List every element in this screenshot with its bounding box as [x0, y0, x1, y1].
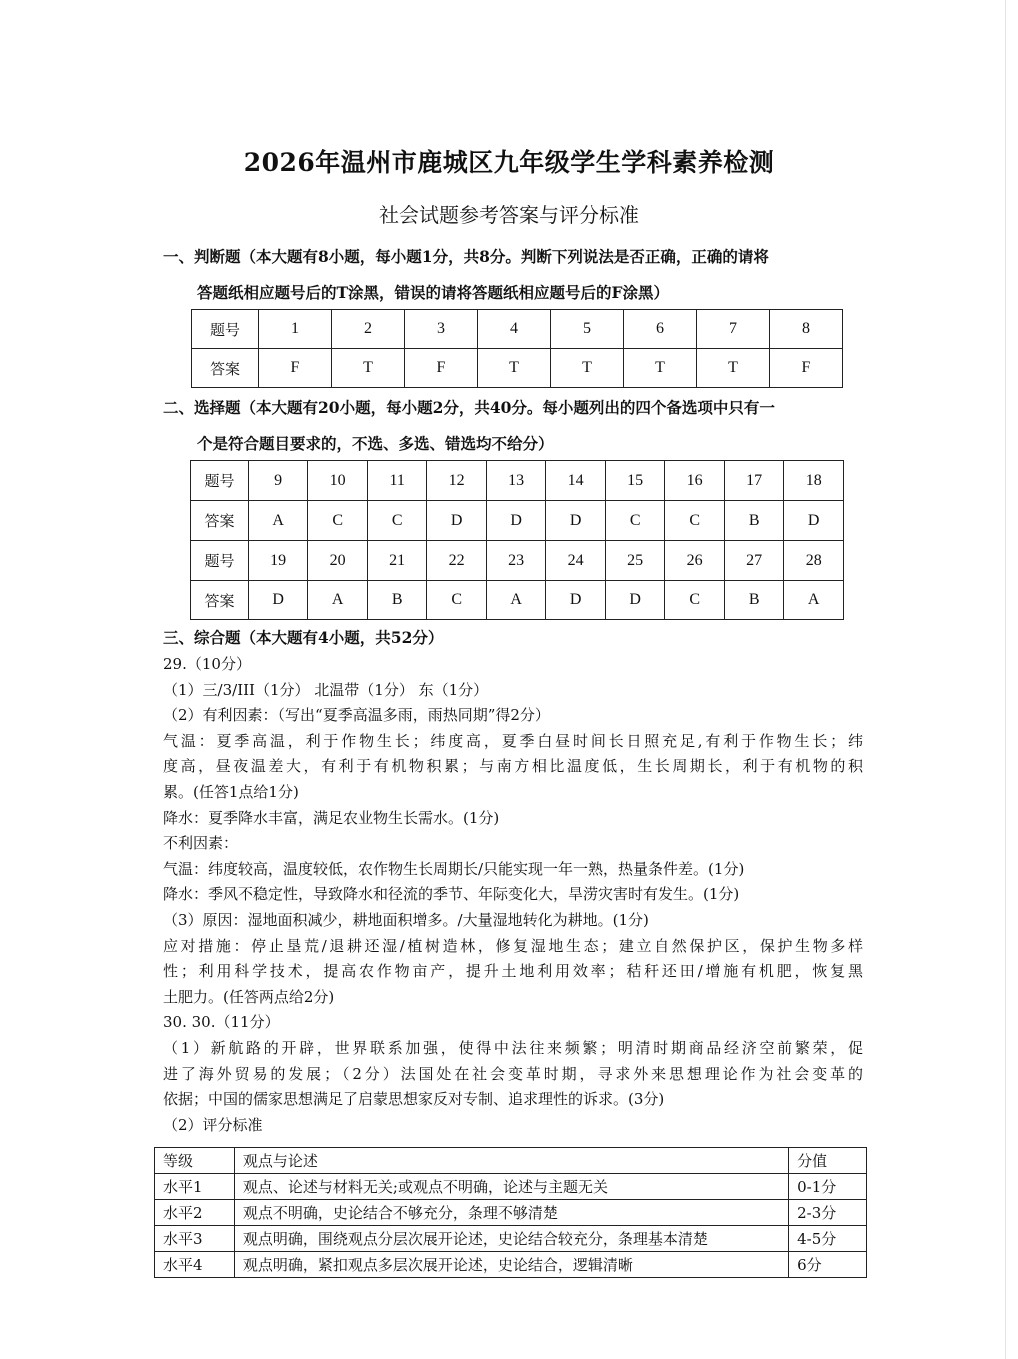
table-header-cell: 观点与论述	[234, 1148, 788, 1174]
table-cell: 水平3	[155, 1226, 235, 1252]
table-cell: 6分	[789, 1252, 867, 1278]
text-line: （2）有利因素：（写出“夏季高温多雨，雨热同期”得2分）	[163, 706, 550, 725]
table-row	[155, 1226, 867, 1252]
table-header-cell: 答案	[192, 349, 259, 388]
section2-heading: 二、选择题（本大题有20小题，每小题2分，共40分。每小题列出的四个备选项中只有一	[163, 398, 775, 417]
table-cell: D	[546, 581, 606, 620]
table-cell: D	[486, 501, 546, 541]
table-header-cell: 题号	[192, 310, 259, 349]
table-cell: 25	[605, 541, 665, 581]
table-cell: A	[248, 501, 308, 541]
table-cell: 3	[405, 310, 478, 349]
section2-answer-table	[190, 460, 844, 620]
table-cell: A	[486, 581, 546, 620]
table-cell: 26	[665, 541, 725, 581]
text-line: 度高，昼夜温差大，有利于有机物积累；与南方相比温度低，生长周期长，利于有机物的积	[163, 757, 863, 776]
table-cell: 水平1	[155, 1174, 235, 1200]
table-cell: 19	[248, 541, 308, 581]
table-cell: 观点、论述与材料无关;或观点不明确，论述与主题无关	[234, 1174, 788, 1200]
text-line: （1）新航路的开辟，世界联系加强，使得中法往来频繁；明清时期商品经济空前繁荣，促	[163, 1038, 863, 1057]
table-cell: C	[308, 501, 368, 541]
table-row	[155, 1252, 867, 1278]
table-cell: D	[546, 501, 606, 541]
text-line: 30. 30.（11分）	[163, 1013, 280, 1032]
table-cell: 22	[427, 541, 487, 581]
table-cell: B	[724, 501, 784, 541]
section1-answer-table	[191, 309, 843, 388]
table-cell: D	[427, 501, 487, 541]
table-header-cell: 等级	[155, 1148, 235, 1174]
table-cell: 27	[724, 541, 784, 581]
table-cell: C	[605, 501, 665, 541]
text-line: 应对措施：停止垦荒/退耕还湿/植树造林，修复湿地生态；建立自然保护区，保护生物多样	[163, 936, 863, 955]
table-cell: A	[308, 581, 368, 620]
text-line: 进了海外贸易的发展；（2分）法国处在社会变革时期，寻求外来思想理论作为社会变革的	[163, 1064, 863, 1083]
table-cell: T	[551, 349, 624, 388]
table-cell: F	[259, 349, 332, 388]
text-line: （1）三/3/III（1分） 北温带（1分） 东（1分）	[163, 680, 489, 699]
table-cell: T	[624, 349, 697, 388]
table-header-cell: 题号	[191, 541, 249, 581]
table-cell: D	[784, 501, 844, 541]
table-cell: 水平4	[155, 1252, 235, 1278]
table-cell: F	[405, 349, 478, 388]
table-cell: C	[367, 501, 427, 541]
table-cell: 10	[308, 461, 368, 501]
text-line: （3）原因：湿地面积减少，耕地面积增多。/大量湿地转化为耕地。(1分)	[163, 910, 649, 929]
table-row	[191, 501, 844, 541]
table-header-cell: 题号	[191, 461, 249, 501]
table-cell: 0-1分	[789, 1174, 867, 1200]
text-line: 依据；中国的儒家思想满足了启蒙思想家反对专制、追求理性的诉求。(3分)	[163, 1090, 665, 1109]
table-cell: 16	[665, 461, 725, 501]
page-title: 2026年温州市鹿城区九年级学生学科素养检测	[243, 148, 775, 177]
text-line: 降水：夏季降水丰富，满足农业物生长需水。(1分)	[163, 808, 500, 827]
table-cell: C	[665, 501, 725, 541]
table-cell: D	[248, 581, 308, 620]
table-cell: C	[665, 581, 725, 620]
table-row	[192, 310, 843, 349]
table-cell: 21	[367, 541, 427, 581]
table-header-cell: 答案	[191, 501, 249, 541]
table-row	[191, 541, 844, 581]
table-cell: 7	[697, 310, 770, 349]
section1-heading: 一、判断题（本大题有8小题，每小题1分，共8分。判断下列说法是否正确，正确的请将	[163, 247, 769, 266]
table-cell: 24	[546, 541, 606, 581]
text-line: 性；利用科学技术，提高农作物亩产，提升土地利用效率；秸秆还田/增施有机肥，恢复黑	[163, 962, 863, 981]
text-line: 29.（10分）	[163, 655, 251, 673]
table-cell: T	[478, 349, 551, 388]
section3-body	[163, 652, 863, 1138]
table-cell: 观点不明确，史论结合不够充分，条理不够清楚	[234, 1200, 788, 1226]
table-cell: 8	[770, 310, 843, 349]
page-subtitle: 社会试题参考答案与评分标准	[379, 203, 639, 227]
table-cell: 14	[546, 461, 606, 501]
table-cell: A	[784, 581, 844, 620]
table-cell: B	[367, 581, 427, 620]
table-cell: 15	[605, 461, 665, 501]
table-header-cell: 答案	[191, 581, 249, 620]
text-line: 土肥力。(任答两点给2分)	[163, 987, 335, 1006]
text-line: 降水：季风不稳定性，导致降水和径流的季节、年际变化大，旱涝灾害时有发生。(1分)	[163, 885, 740, 904]
table-cell: D	[605, 581, 665, 620]
table-cell: T	[332, 349, 405, 388]
table-cell: 观点明确，围绕观点分层次展开论述，史论结合较充分，条理基本清楚	[234, 1226, 788, 1252]
table-row	[191, 581, 844, 620]
text-line: （2）评分标准	[163, 1115, 263, 1134]
table-cell: 2	[332, 310, 405, 349]
text-line: 气温：纬度较高，温度较低，农作物生长周期长/只能实现一年一熟，热量条件差。(1分)	[163, 859, 745, 878]
table-cell: 11	[367, 461, 427, 501]
table-row	[191, 461, 844, 501]
rubric-table	[154, 1147, 867, 1278]
table-cell: 6	[624, 310, 697, 349]
table-cell: F	[770, 349, 843, 388]
text-line: 气温：夏季高温，利于作物生长；纬度高，夏季白昼时间长日照充足,有利于作物生长；纬	[163, 731, 863, 750]
table-cell: 4-5分	[789, 1226, 867, 1252]
table-cell: 13	[486, 461, 546, 501]
table-cell: 水平2	[155, 1200, 235, 1226]
section2-heading-cont: 个是符合题目要求的，不选、多选、错选均不给分）	[197, 434, 554, 453]
table-cell: 12	[427, 461, 487, 501]
table-row	[155, 1174, 867, 1200]
table-cell: 1	[259, 310, 332, 349]
table-cell: C	[427, 581, 487, 620]
table-row	[155, 1200, 867, 1226]
text-line: 不利因素：	[163, 834, 239, 853]
table-cell: T	[697, 349, 770, 388]
table-row	[155, 1148, 867, 1174]
table-header-cell: 分值	[789, 1148, 867, 1174]
table-cell: 观点明确，紧扣观点多层次展开论述，史论结合，逻辑清晰	[234, 1252, 788, 1278]
table-cell: 2-3分	[789, 1200, 867, 1226]
table-cell: 5	[551, 310, 624, 349]
table-cell: 17	[724, 461, 784, 501]
text-line: 累。(任答1点给1分)	[163, 782, 299, 801]
table-row	[192, 349, 843, 388]
table-cell: 9	[248, 461, 308, 501]
table-cell: 18	[784, 461, 844, 501]
table-cell: B	[724, 581, 784, 620]
table-cell: 28	[784, 541, 844, 581]
table-cell: 23	[486, 541, 546, 581]
table-cell: 20	[308, 541, 368, 581]
section1-heading-cont: 答题纸相应题号后的T涂黑，错误的请将答题纸相应题号后的F涂黑）	[197, 283, 670, 302]
table-cell: 4	[478, 310, 551, 349]
section3-heading: 三、综合题（本大题有4小题，共52分）	[163, 628, 444, 647]
